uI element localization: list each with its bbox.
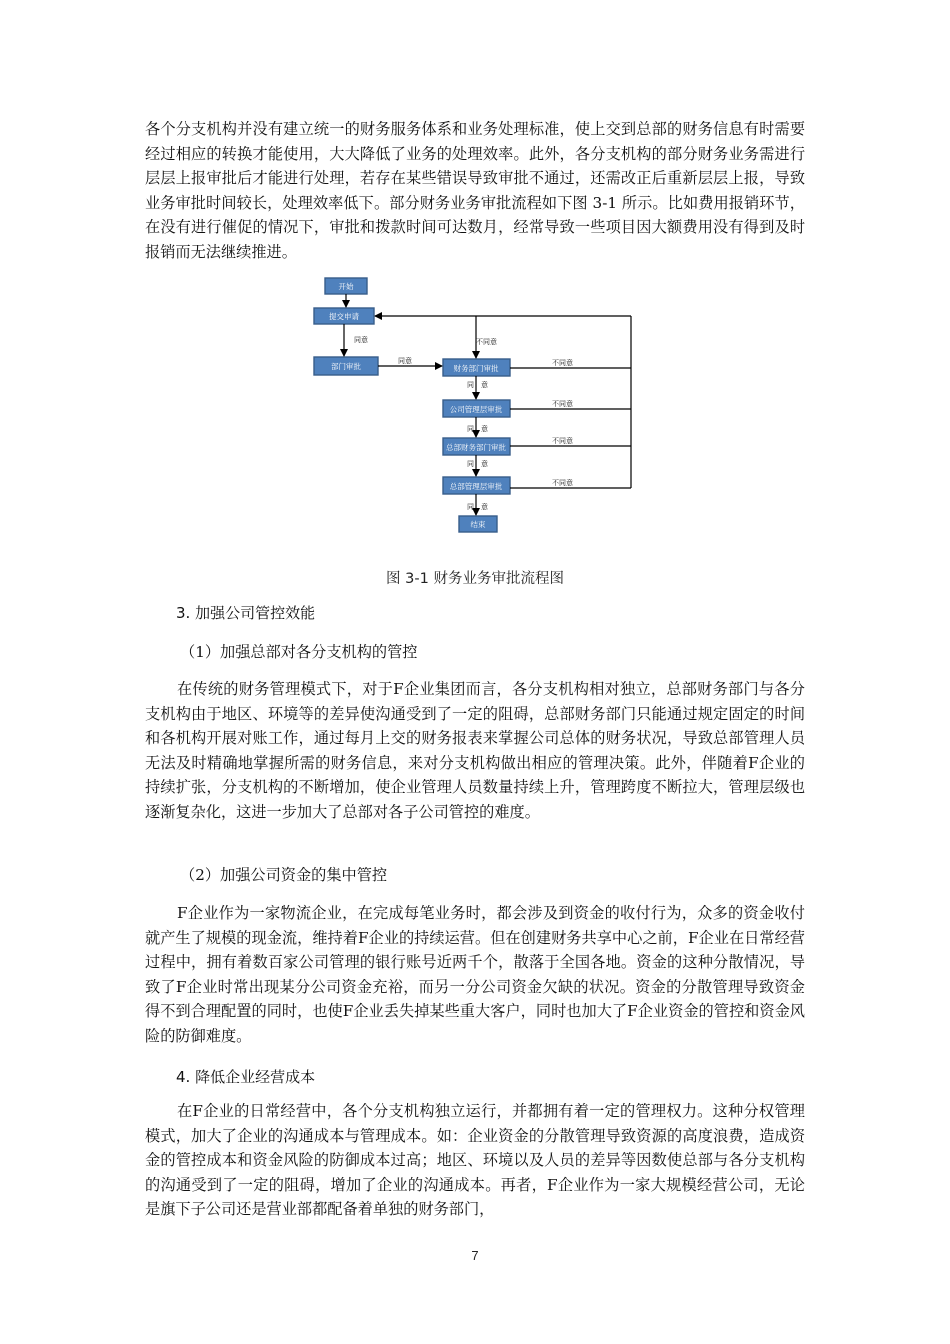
flow-node-hq-mgmt-label: 总部管理层审批 (449, 482, 503, 491)
flow-node-hq-finance-label: 总部财务部门审批 (446, 443, 506, 452)
section-heading-4: 4. 降低企业经营成本 (176, 1068, 316, 1086)
flow-label-disagree: 不同意 (552, 400, 573, 408)
section-heading-3: 3. 加强公司管控效能 (176, 604, 316, 622)
flow-node-end-label: 结束 (470, 520, 486, 529)
subsection-heading-3-1: （1）加强总部对各分支机构的管控 (180, 643, 418, 661)
paragraph-fund-control: F企业作为一家物流企业，在完成每笔业务时，都会涉及到资金的收付行为，众多的资金收付就产生了规模的现金流，维持着F企业的持续运营。但在创建财务共享中心之前，F企业在日常经营过程中，拥有着数百家公司管理的银行账号近两千个，散落于全国各地。资金的这种分散情况，导致了F企业时常出现某分公司资金充裕，而另一分公司资金欠缺的状况。资金的分散管理导致资金得不到合理配置的同时，也使F企业丢失掉某些重大客户，同时也加大了F企业资金的管控和资金风险的防御难度。 (145, 904, 805, 1045)
flow-node-company-mgmt-label: 公司管理层审批 (449, 405, 503, 414)
approval-flowchart (300, 270, 650, 540)
paragraph-hq-control: 在传统的财务管理模式下，对于F企业集团而言，各分支机构相对独立，总部财务部门与各分支机构由于地区、环境等的差异使沟通受到了一定的阻碍，总部财务部门只能通过规定固定的时间和各机构开展对账工作，通过每月上交的财务报表来掌握公司总体的财务状况，导致总部管理人员无法及时精确地掌握所需的财务信息，来对分支机构做出相应的管理决策。此外，伴随着F企业的持续扩张，分支机构的不断增加，使企业管理人员数量持续上升，管理跨度不断拉大，管理层级也逐渐复杂化，这进一步加大了总部对各子公司管控的难度。 (145, 680, 805, 821)
flow-node-start-label: 开始 (338, 282, 354, 291)
flow-label-agree: 同 意 (467, 460, 488, 468)
page-number: 7 (471, 1248, 479, 1263)
subsection-heading-3-2: （2）加强公司资金的集中管控 (180, 866, 388, 884)
figure-caption: 图 3-1 财务业务审批流程图 (386, 571, 564, 587)
flow-label-disagree: 不同意 (552, 479, 573, 487)
flow-node-dept-label: 部门审批 (331, 362, 361, 371)
flow-label-disagree: 不同意 (476, 338, 497, 346)
flow-label-disagree: 不同意 (552, 437, 573, 445)
paragraph-reduce-cost: 在F企业的日常经营中，各个分支机构独立运行，并都拥有着一定的管理权力。这种分权管理模式，加大了企业的沟通成本与管理成本。如：企业资金的分散管理导致资源的高度浪费，造成资金的管控成本和资金风险的防御成本过高；地区、环境以及人员的差异等因数使总部与各分支机构的沟通受到了一定的阻碍，增加了企业的沟通成本。再者，F企业作为一家大规模经营公司，无论是旗下子公司还是营业部都配备着单独的财务部门， (145, 1102, 805, 1219)
flow-label-agree: 同意 (354, 336, 368, 344)
flow-label-disagree: 不同意 (552, 359, 573, 367)
flow-node-submit-label: 提交申请 (329, 312, 359, 321)
flow-label-agree: 同意 (398, 357, 412, 365)
flow-label-agree: 同 意 (467, 425, 488, 433)
paragraph-approval-efficiency: 各个分支机构并没有建立统一的财务服务体系和业务处理标准，使上交到总部的财务信息有时需要经过相应的转换才能使用，大大降低了业务的处理效率。此外，各分支机构的部分财务业务需进行层层上报审批后才能进行处理，若存在某些错误导致审批不通过，还需改正后重新层层上报，导致业务审批时间较长，处理效率低下。部分财务业务审批流程如下图 3-1 所示。比如费用报销环节，在没有进行催促的情况下，审批和拨款时间可达数月，经常导致一些项目因大额费用没有得到及时报销而无法继续推进。 (145, 120, 805, 261)
flow-label-agree: 同 意 (467, 381, 488, 389)
flow-label-agree: 同 意 (467, 503, 488, 511)
flow-node-finance-dept-label: 财务部门审批 (453, 364, 499, 373)
